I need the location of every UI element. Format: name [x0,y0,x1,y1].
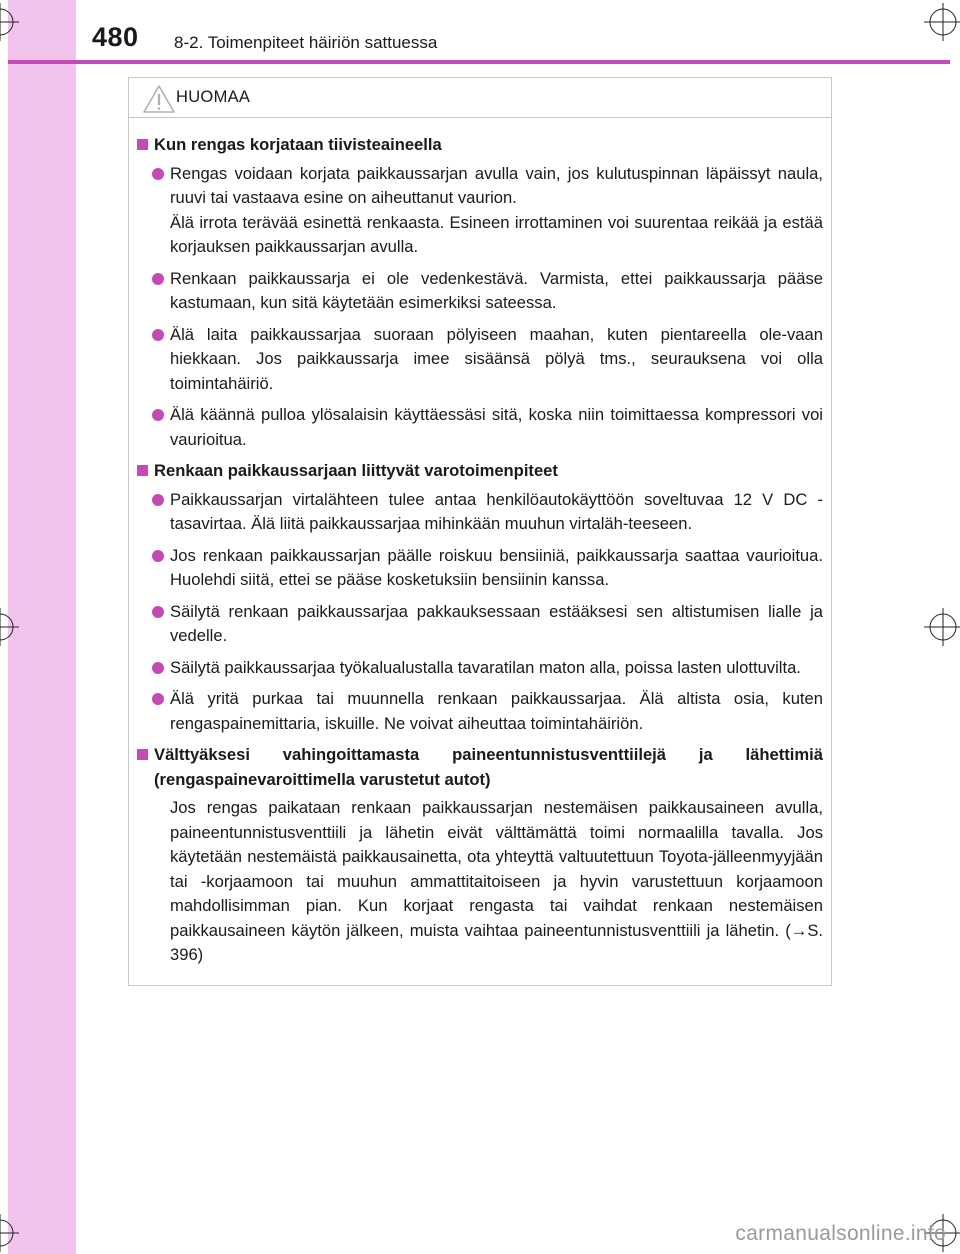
section-title: 8-2. Toimenpiteet häiriön sattuessa [174,33,438,52]
notice-body [129,118,831,968]
round-bullet-icon [152,409,164,421]
crop-mark-icon [0,3,19,41]
notice-section [137,459,823,736]
notice-section [137,133,823,452]
notice-section [137,743,823,968]
header-rule [8,60,950,64]
round-bullet-icon [152,550,164,562]
crop-mark-icon [0,608,19,646]
section-paragraph: Jos rengas paikataan renkaan paikkaussarjan nestemäisen paikkausaineen avulla, paineentunnistusventtiili ja lähetin eivät välttämättä toimi normaalilla tavalla. Jos käytetään nestemäistä paikkausainetta, ota yhteyttä valtuutettuun Toyota-jälleenmyyjään tai -korjaamoon tai muuhun ammattitaitoiseen ja hyvin varustettuun korjaamoon mahdollisimman pian. Kun korjaat rengasta tai vaihdat renkaan nestemäisen paikkausaineen käytön jälkeen, muista vaihtaa paineentunnistusventtiili ja lähetin. (→S. 396) [170,798,823,964]
crop-mark-icon [924,3,960,41]
section-heading: Renkaan paikkaussarjaan liittyvät varotoimenpiteet [137,459,823,484]
warning-triangle-icon [142,84,176,114]
section-heading: Välttyäksesi vahingoittamasta paineentunnistusventtiilejä ja lähettimiä (rengaspainevaroittimella varustetut autot) [137,743,823,792]
round-bullet-icon [152,168,164,180]
notice-title: HUOMAA [176,88,251,106]
watermark-text: carmanualsonline.info [735,1222,946,1245]
list-item: Säilytä renkaan paikkaussarjaa pakkauksessaan estääksesi sen altistumisen lialle ja vedelle. [137,600,823,649]
round-bullet-icon [152,494,164,506]
section-heading: Kun rengas korjataan tiivisteaineella [137,133,823,158]
crop-mark-icon [0,1214,19,1252]
round-bullet-icon [152,329,164,341]
list-item: Paikkaussarjan virtalähteen tulee antaa henkilöautokäyttöön soveltuvaa 12 V DC -tasavirtaa. Älä liitä paikkaussarjaa mihinkään muuhun virtaläh-teeseen. [137,488,823,537]
list-item: Älä yritä purkaa tai muunnella renkaan paikkaussarjaa. Älä altista osia, kuten rengaspainemittaria, iskuille. Ne voivat aiheuttaa toimintahäiriön. [137,687,823,736]
crop-mark-icon [924,608,960,646]
list-item: Renkaan paikkaussarja ei ole vedenkestävä. Varmista, ettei paikkaussarja pääse kastumaan, kun sitä käytetään esimerkiksi sateessa. [137,267,823,316]
round-bullet-icon [152,662,164,674]
list-item: Älä laita paikkaussarjaa suoraan pölyiseen maahan, kuten pientareella ole-vaan hiekkaan. Jos paikkaussarja imee sisäänsä pölyä tms., seurauksena voi olla toimintahäiriö. [137,323,823,397]
notice-box [128,77,832,986]
list-item: Rengas voidaan korjata paikkaussarjan avulla vain, jos kulutuspinnan läpäissyt naula, ruuvi tai vastaava esine on aiheuttanut vaurion. Älä irrota terävää esinettä renkaasta. Esineen irrottaminen voi suurentaa reikää ja estää korjauksen paikkaussarjan avulla. [137,162,823,260]
list-item: Säilytä paikkaussarjaa työkalualustalla tavaratilan maton alla, poissa lasten ulottuvilta. [137,656,823,681]
square-bullet-icon [137,465,148,476]
page-number: 480 [92,22,139,52]
list-item: Älä käännä pulloa ylösalaisin käyttäessäsi sitä, koska niin toimittaessa kompressori voi vaurioitua. [137,403,823,452]
list-item: Jos renkaan paikkaussarjan päälle roiskuu bensiiniä, paikkaussarja saattaa vaurioitua. Huolehdi siitä, ettei se pääse kosketuksiin bensiinin kanssa. [137,544,823,593]
square-bullet-icon [137,139,148,150]
square-bullet-icon [137,749,148,760]
round-bullet-icon [152,606,164,618]
notice-header [129,78,831,118]
round-bullet-icon [152,693,164,705]
round-bullet-icon [152,273,164,285]
